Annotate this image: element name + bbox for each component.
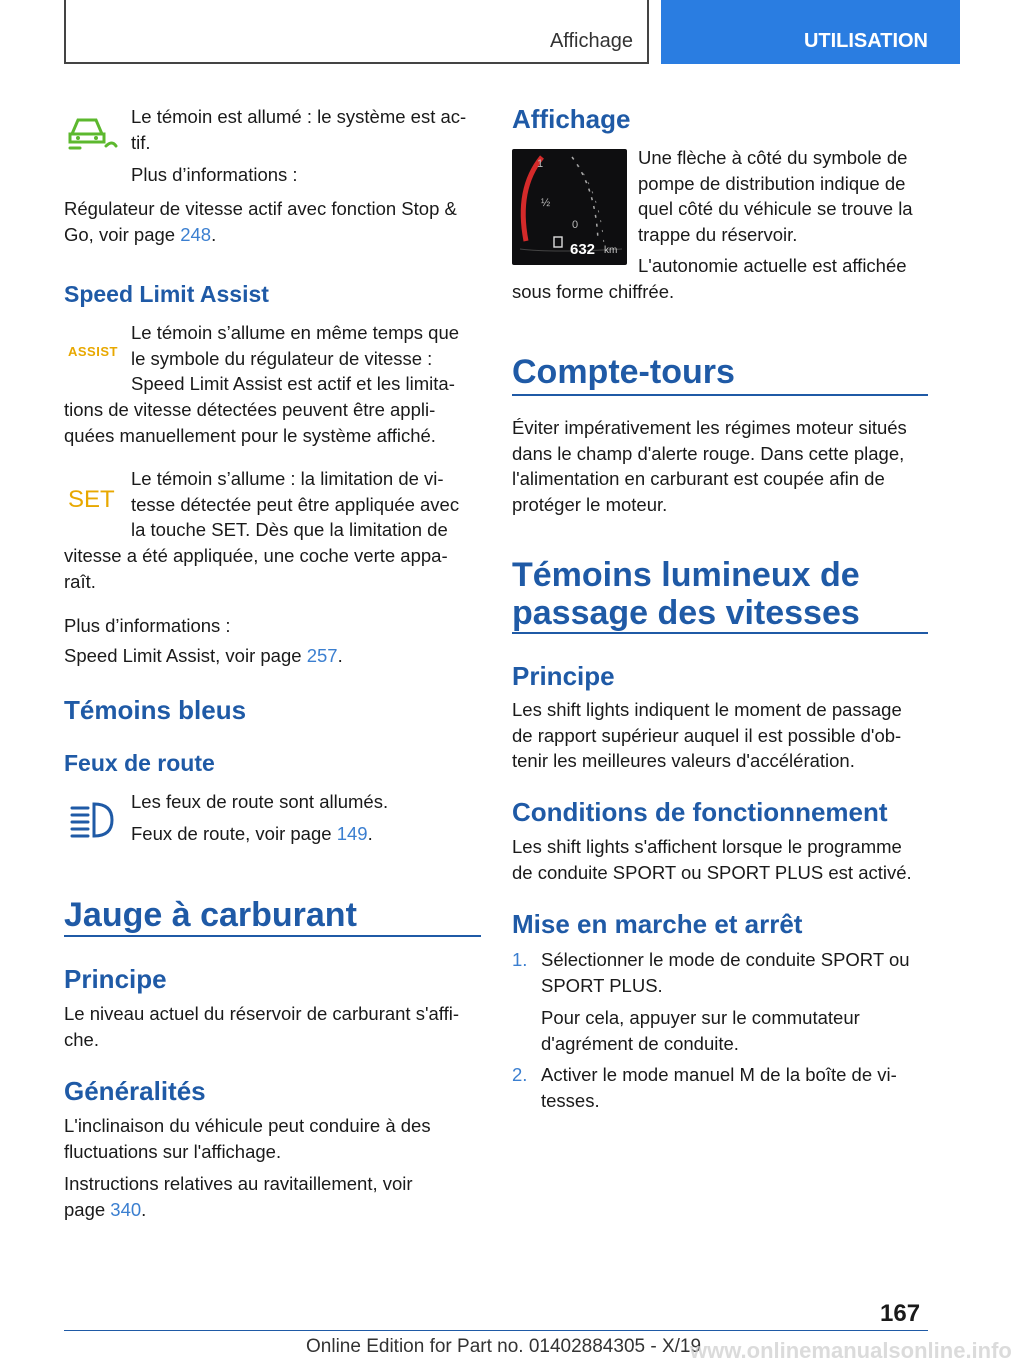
chapter-heading: Compte-tours xyxy=(512,353,735,391)
text-line: Les shift lights s'affichent lorsque le programme xyxy=(512,836,902,857)
text-line: Le témoin est allumé : le système est ac- xyxy=(131,106,467,127)
header-chapter-title: UTILISATION xyxy=(803,30,928,52)
range-unit: km xyxy=(604,245,618,256)
page-link[interactable]: 248 xyxy=(180,223,212,245)
text-line: Plus d’informations : xyxy=(131,164,298,185)
text-line: Go, voir page xyxy=(64,223,181,245)
paragraph xyxy=(131,320,459,397)
list-item-note xyxy=(541,1005,860,1056)
list-item xyxy=(541,1062,897,1113)
gauge-tick-label: 1 xyxy=(537,158,544,170)
assist-icon: ASSIST xyxy=(68,344,118,359)
section-heading: Mise en marche et arrêt xyxy=(512,909,803,939)
paragraph xyxy=(64,397,436,448)
text-line: Speed Limit Assist, voir page xyxy=(64,645,307,666)
fuel-pump-icon xyxy=(554,237,562,247)
text-line: quel côté du véhicule se trouve la xyxy=(638,198,913,219)
text-line: Go, voir page 248. xyxy=(64,223,217,245)
text-line: Feux de route, voir page xyxy=(131,823,337,844)
text-line: Instructions relatives au ravitaillement, voir xyxy=(64,1173,413,1194)
text-line: che. xyxy=(64,1028,99,1050)
text-line: de conduite SPORT ou SPORT PLUS est activé. xyxy=(512,861,912,883)
text-line: la touche SET. Dès que la limitation de xyxy=(131,519,448,540)
text-line: Pour cela, appuyer sur le commutateur xyxy=(541,1007,860,1028)
range-value: 632 xyxy=(570,241,596,258)
text-line: Les feux de route sont allumés. xyxy=(131,791,389,812)
text-line: Le niveau actuel du réservoir de carburant s'affi- xyxy=(64,1003,459,1024)
section-heading: Speed Limit Assist xyxy=(64,281,269,307)
paragraph xyxy=(512,834,912,885)
gauge-tick-label: 0 xyxy=(572,219,579,231)
header-tab-section xyxy=(64,0,649,64)
text-line: L'autonomie actuelle est affichée xyxy=(638,255,907,276)
page-link[interactable]: 149 xyxy=(336,823,368,844)
text-line: fluctuations sur l'affichage. xyxy=(64,1140,282,1162)
heading-rule xyxy=(512,632,928,634)
cruise-assist-icon xyxy=(66,112,118,154)
text-line: Sélectionner le mode de conduite SPORT ou xyxy=(541,949,910,970)
text-line: tif. xyxy=(131,131,151,153)
paragraph xyxy=(64,1001,459,1052)
text-line: Éviter impérativement les régimes moteur situés xyxy=(512,417,907,438)
gauge-tick-label: ½ xyxy=(541,197,551,209)
footer-rule xyxy=(64,1330,928,1331)
text-line: tenir les meilleures valeurs d'accélération. xyxy=(512,750,855,771)
paragraph xyxy=(638,145,913,247)
text-line: Activer le mode manuel M de la boîte de vi- xyxy=(541,1064,897,1085)
text-line: trappe du réservoir. xyxy=(638,223,798,245)
header-section-title: Affichage xyxy=(549,30,633,52)
text-line: tesses. xyxy=(541,1089,600,1111)
text-line: Plus d’informations : xyxy=(64,615,231,636)
list-item xyxy=(541,947,910,998)
fuel-gauge-image xyxy=(512,149,627,265)
paragraph xyxy=(64,1113,431,1164)
text-line: Speed Limit Assist, voir page 257. xyxy=(64,645,343,666)
subsection-heading: Feux de route xyxy=(64,750,215,776)
text-line: protéger le moteur. xyxy=(512,493,668,515)
text-line: Le témoin s’allume : la limitation de vi- xyxy=(131,468,444,489)
text-line: raît. xyxy=(64,570,96,592)
paragraph xyxy=(64,543,448,594)
text-line: sous forme chiffrée. xyxy=(512,281,675,302)
section-heading: Affichage xyxy=(512,104,631,134)
header-tab-chapter xyxy=(661,0,960,64)
list-number: 2. xyxy=(512,1064,528,1085)
text-line: de rapport supérieur auquel il est possible d'ob- xyxy=(512,724,902,746)
text-line: tions de vitesse détectées peuvent être appli- xyxy=(64,399,436,420)
text-line: tesse détectée peut être appliquée avec xyxy=(131,493,460,515)
paragraph xyxy=(131,466,459,543)
list-number: 1. xyxy=(512,949,528,970)
text-line: L'inclinaison du véhicule peut conduire à des xyxy=(64,1115,431,1136)
watermark: www.onlinemanualsonline.info xyxy=(690,1338,1012,1363)
text-line: l'alimentation en carburant est coupée afin de xyxy=(512,468,885,489)
section-heading: Principe xyxy=(512,661,615,691)
paragraph xyxy=(64,1171,413,1222)
heading-rule xyxy=(512,394,928,396)
text-line: vitesse a été appliquée, une coche verte appa- xyxy=(64,545,448,566)
chapter-heading: Jauge à carburant xyxy=(64,896,357,934)
text-line: page xyxy=(64,1198,111,1220)
section-heading: Témoins bleus xyxy=(64,695,247,725)
text-line: Témoins lumineux de xyxy=(512,556,860,594)
paragraph xyxy=(512,697,902,774)
paragraph xyxy=(131,104,466,155)
page-link[interactable]: 340 xyxy=(110,1198,142,1220)
paragraph xyxy=(64,196,457,247)
text-line: Une flèche à côté du symbole de xyxy=(638,147,908,168)
heading-rule xyxy=(64,935,481,937)
text-line: Speed Limit Assist est actif et les limita- xyxy=(131,373,455,394)
text-line: Le témoin s’allume en même temps que xyxy=(131,322,460,343)
text-line: SPORT PLUS. xyxy=(541,974,663,996)
text-line: Régulateur de vitesse actif avec fonction Stop & xyxy=(64,198,457,219)
text-line: dans le champ d'alerte rouge. Dans cette plage, xyxy=(512,442,905,464)
text-line: le symbole du régulateur de vitesse : xyxy=(131,347,433,369)
paragraph xyxy=(512,415,907,517)
section-heading: Conditions de fonctionnement xyxy=(512,797,888,827)
set-icon: SET xyxy=(68,486,115,513)
section-heading: Principe xyxy=(64,964,167,994)
text-line: d'agrément de conduite. xyxy=(541,1032,739,1054)
text-line: quées manuellement pour le système affiché. xyxy=(64,424,436,446)
text-line: page 340. xyxy=(64,1198,147,1220)
text-line: passage des vitesses xyxy=(512,594,860,632)
page-link[interactable]: 257 xyxy=(306,645,338,666)
footer-edition: Online Edition for Part no. 01402884305 - X/19 xyxy=(306,1336,702,1357)
high-beam-icon xyxy=(68,800,116,840)
text-line: Les shift lights indiquent le moment de passage xyxy=(512,699,902,720)
page-number: 167 xyxy=(880,1300,921,1327)
text-line: Feux de route, voir page 149. xyxy=(131,823,373,844)
section-heading: Généralités xyxy=(64,1076,206,1106)
text-line: pompe de distribution indique de xyxy=(638,172,906,194)
chapter-heading xyxy=(512,556,860,632)
